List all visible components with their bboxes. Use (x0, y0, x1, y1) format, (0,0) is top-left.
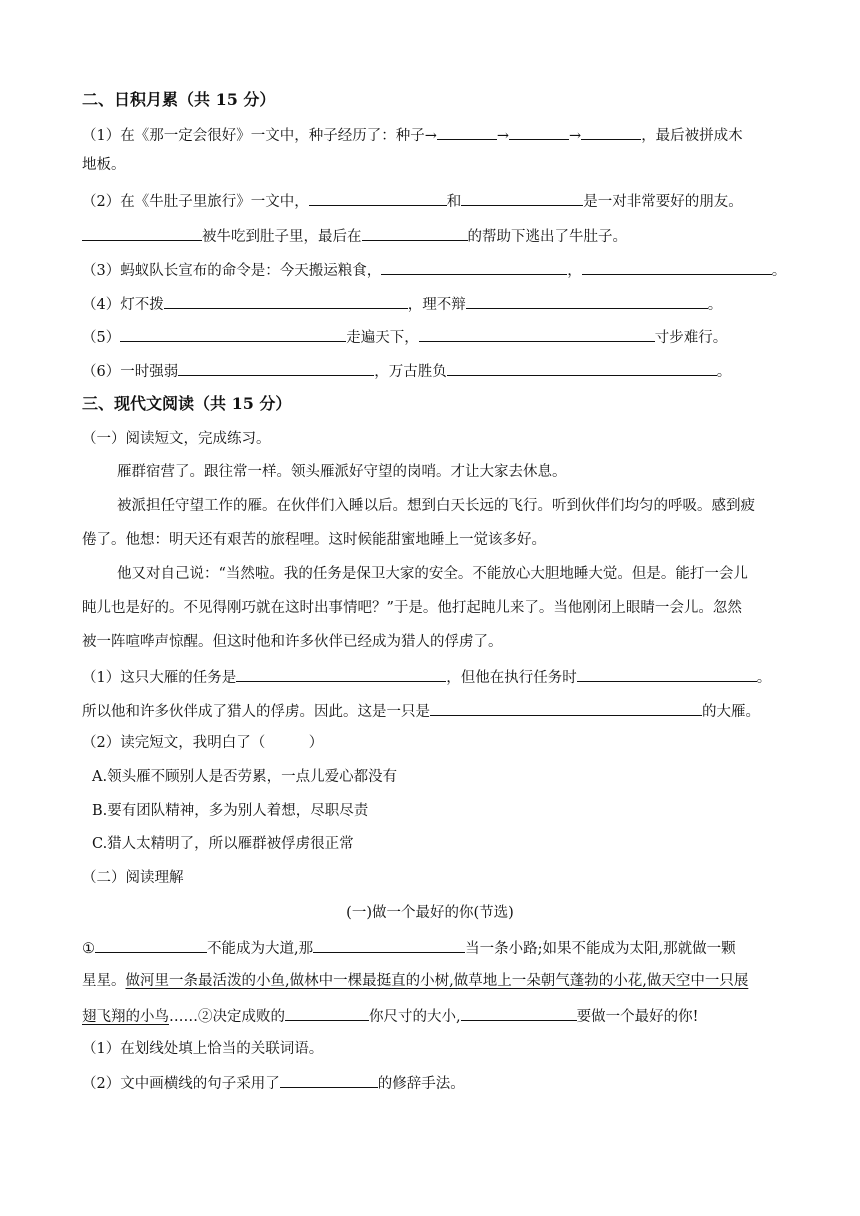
q-text: ，万古胜负 (374, 364, 447, 380)
q-text: ，最后被拼成木 (641, 128, 743, 144)
q-text: 寸步难行。 (654, 330, 728, 346)
question-3-4 (82, 1072, 465, 1094)
arrow: → (569, 128, 582, 144)
question-2-5 (82, 326, 727, 348)
answer-blank[interactable] (178, 360, 374, 376)
question-2-4 (82, 293, 722, 315)
q-text: （4）灯不拨 (82, 297, 164, 313)
answer-blank[interactable] (447, 360, 717, 376)
q-text: 的大雁。 (702, 704, 760, 720)
passage-subtitle: (一)做一个最好的你(节选) (346, 905, 514, 921)
q-text: ，但他在执行任务时 (446, 670, 577, 686)
r-text: 你尺寸的大小, (369, 1009, 461, 1025)
answer-blank[interactable] (461, 1005, 577, 1021)
answer-blank[interactable] (430, 700, 702, 716)
underlined-sentence: 做河里一条最活泼的小鱼,做林中一棵最挺直的小树,做草地上一朵朝气蓬勃的小花,做天空中一只展 (125, 973, 749, 989)
question-2-2-cont (82, 225, 627, 247)
q-text: （3）蚂蚁队长宣布的命令是：今天搬运粮食， (82, 263, 382, 279)
r-text: 要做一个最好的你! (576, 1009, 699, 1025)
q-text: （1）在《那一定会很好》一文中，种子经历了：种子→ (82, 128, 437, 144)
passage-paragraph-3-end: 被一阵喧哗声惊醒。但这时他和许多伙伴已经成为猎人的俘虏了。 (82, 634, 503, 650)
option-a[interactable]: A.领头雁不顾别人是否劳累，一点儿爱心都没有 (92, 769, 398, 785)
answer-blank[interactable] (437, 124, 497, 140)
reading-line-2 (82, 971, 748, 991)
q-text: （5） (82, 330, 121, 346)
answer-blank[interactable] (82, 225, 202, 241)
q-text: 的帮助下逃出了牛肚子。 (467, 229, 627, 245)
underlined-sentence-end: 翅飞翔的小鸟 (82, 1009, 169, 1025)
answer-blank[interactable] (313, 937, 465, 953)
section-2-heading: 二、日积月累（共 15 分） (82, 90, 276, 109)
q-text: （1）这只大雁的任务是 (82, 670, 237, 686)
reading-line-1 (82, 937, 736, 959)
q-text: 。 (716, 364, 732, 380)
question-2-2 (82, 190, 743, 212)
q-text: 是一对非常要好的朋友。 (583, 194, 743, 210)
section-3-heading: 三、现代文阅读（共 15 分） (82, 394, 292, 413)
part-2-heading: （二）阅读理解 (82, 870, 184, 886)
q-text: （2）在《牛肚子里旅行》一文中， (82, 194, 309, 210)
q-text: 和 (446, 194, 462, 210)
answer-blank[interactable] (419, 326, 655, 342)
answer-blank[interactable] (581, 124, 641, 140)
answer-blank[interactable] (285, 1005, 369, 1021)
answer-blank[interactable] (164, 293, 408, 309)
r-text: 当一条小路;如果不能成为太阳,那就做一颗 (465, 941, 736, 957)
answer-blank[interactable] (280, 1072, 378, 1088)
circled-number: ① (82, 941, 95, 957)
answer-blank[interactable] (95, 937, 207, 953)
q-text: （6）一时强弱 (82, 364, 179, 380)
reading-line-3 (82, 1005, 698, 1027)
q-text: ， (567, 263, 582, 279)
question-2-1-cont: 地板。 (82, 157, 126, 173)
q-text: （2）文中画横线的句子采用了 (82, 1076, 280, 1092)
question-3-2: （2）读完短文，我明白了（ ） (82, 735, 324, 751)
q-text: 走遍天下， (346, 330, 419, 346)
answer-blank[interactable] (309, 190, 447, 206)
q-text: 被牛吃到肚子里，最后在 (202, 229, 362, 245)
answer-blank[interactable] (466, 293, 708, 309)
passage-paragraph-2: 被派担任守望工作的雁。在伙伴们入睡以后。想到白天长远的飞行。听到伙伴们均匀的呼吸。感到疲 (117, 498, 755, 514)
part-1-heading: （一）阅读短文，完成练习。 (82, 431, 271, 447)
answer-blank[interactable] (236, 666, 446, 682)
q-text: 。 (771, 263, 787, 279)
passage-paragraph-2-cont: 倦了。他想：明天还有艰苦的旅程哩。这时候能甜蜜地睡上一觉该多好。 (82, 532, 546, 548)
answer-blank[interactable] (362, 225, 468, 241)
q-text: 。 (756, 670, 772, 686)
answer-blank[interactable] (582, 259, 772, 275)
q-text: 所以他和许多伙伴成了猎人的俘虏。因此。这是一只是 (82, 704, 430, 720)
passage-paragraph-3: 他又对自己说：“当然啦。我的任务是保卫大家的安全。不能放心大胆地睡大觉。但是。能打一会儿 (117, 566, 748, 582)
answer-blank[interactable] (509, 124, 569, 140)
question-3-1-cont (82, 700, 760, 722)
option-c[interactable]: C.猎人太精明了，所以雁群被俘虏很正常 (92, 836, 354, 852)
r-text: 不能成为大道,那 (207, 941, 314, 957)
question-2-6 (82, 360, 731, 382)
answer-blank[interactable] (461, 190, 583, 206)
q-text: 。 (707, 297, 723, 313)
r-text: 星星。 (82, 973, 126, 989)
option-b[interactable]: B.要有团队精神，多为别人着想，尽职尽责 (92, 803, 369, 819)
answer-blank[interactable] (120, 326, 346, 342)
passage-paragraph-1: 雁群宿营了。跟往常一样。领头雁派好守望的岗哨。才让大家去休息。 (117, 464, 567, 480)
question-2-3 (82, 259, 786, 281)
r-text: ……②决定成败的 (169, 1009, 285, 1025)
arrow: → (496, 128, 510, 144)
passage-paragraph-3-cont: 盹儿也是好的。不见得刚巧就在这时出事情吧？”于是。他打起盹儿来了。当他刚闭上眼睛一会儿。忽然 (82, 600, 742, 616)
question-3-1 (82, 666, 771, 688)
answer-blank[interactable] (381, 259, 567, 275)
question-2-1 (82, 124, 743, 146)
question-3-3: （1）在划线处填上恰当的关联词语。 (82, 1041, 324, 1057)
answer-blank[interactable] (577, 666, 757, 682)
q-text: 的修辞手法。 (377, 1076, 465, 1092)
q-text: ，理不辩 (407, 297, 466, 313)
